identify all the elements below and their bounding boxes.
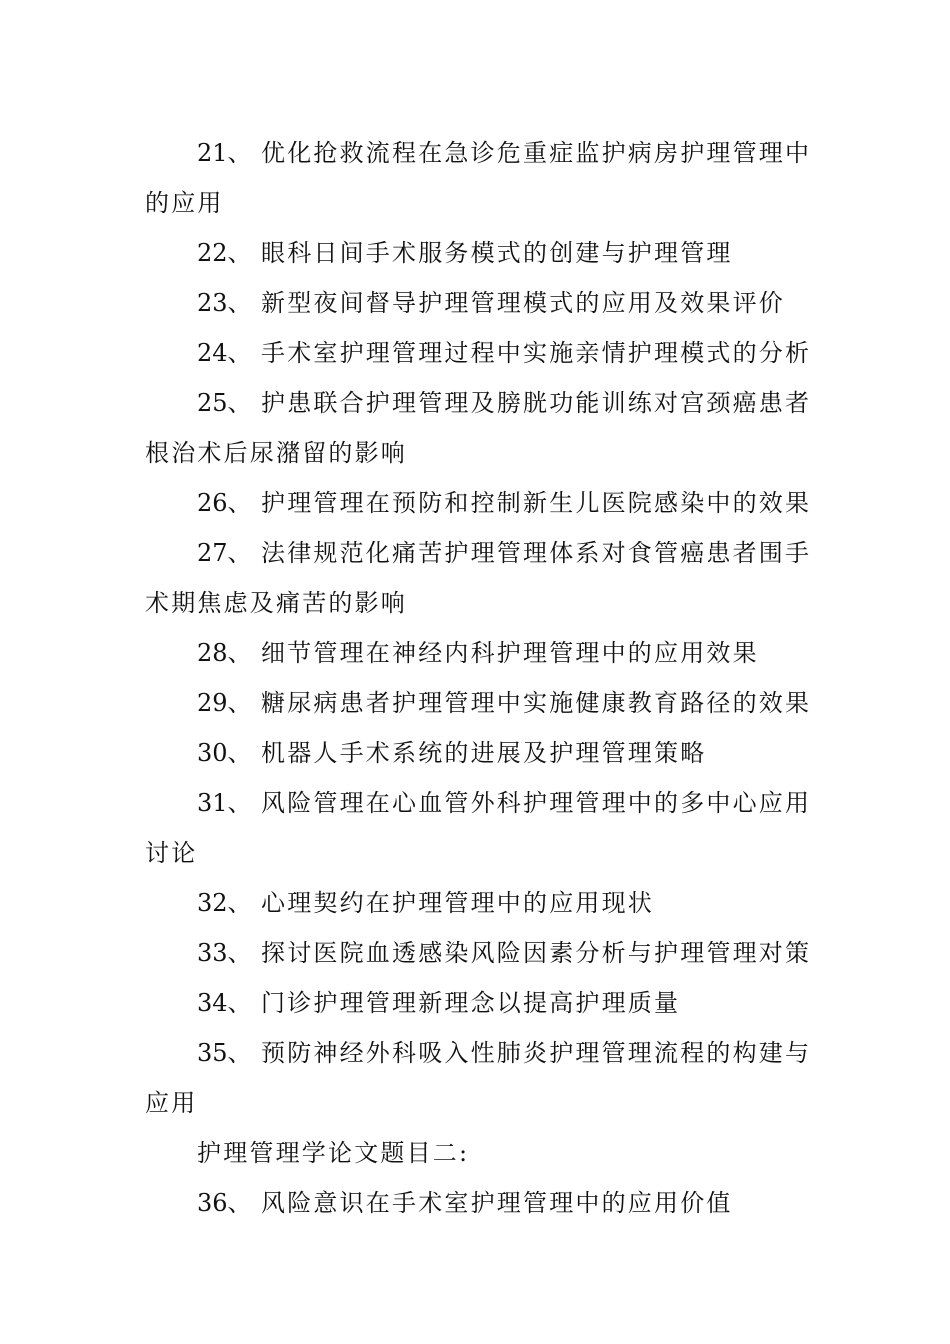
list-item — [145, 678, 812, 728]
item-title: 门诊护理管理新理念以提高护理质量 — [261, 989, 681, 1017]
topic-list — [145, 128, 812, 1228]
item-title: 风险管理在心血管外科护理管理中的多中心应用 — [261, 789, 812, 817]
list-item — [145, 878, 800, 928]
list-item — [145, 278, 800, 328]
item-title: 新型夜间督导护理管理模式的应用及效果评价 — [261, 289, 785, 317]
item-number: 24、 — [197, 339, 252, 367]
list-item — [145, 228, 800, 278]
item-number: 26、 — [197, 489, 252, 517]
item-number: 21、 — [197, 139, 252, 167]
item-number: 34、 — [197, 989, 252, 1017]
item-title: 护患联合护理管理及膀胱功能训练对宫颈癌患者 — [261, 389, 812, 417]
item-title: 糖尿病患者护理管理中实施健康教育路径的效果 — [261, 689, 812, 717]
list-item — [145, 978, 800, 1028]
list-item-continuation: 根治术后尿潴留的影响 — [145, 439, 407, 467]
item-number: 29、 — [197, 689, 252, 717]
item-title: 眼科日间手术服务模式的创建与护理管理 — [261, 239, 733, 267]
item-title: 护理管理在预防和控制新生儿医院感染中的效果 — [261, 489, 812, 517]
list-item — [145, 628, 800, 678]
list-item — [145, 128, 812, 178]
item-title: 预防神经外科吸入性肺炎护理管理流程的构建与 — [261, 1039, 812, 1067]
list-item — [145, 378, 812, 428]
list-item — [145, 478, 812, 528]
item-number: 33、 — [197, 939, 252, 967]
item-title: 优化抢救流程在急诊危重症监护病房护理管理中 — [261, 139, 812, 167]
list-item — [145, 1028, 812, 1078]
section-heading: 护理管理学论文题目二: — [197, 1139, 470, 1167]
list-item — [145, 528, 812, 578]
list-item-continuation: 应用 — [145, 1089, 198, 1117]
item-title: 机器人手术系统的进展及护理管理策略 — [261, 739, 707, 767]
item-number: 25、 — [197, 389, 252, 417]
list-item — [145, 328, 812, 378]
item-title: 细节管理在神经内科护理管理中的应用效果 — [261, 639, 759, 667]
list-item-continuation: 讨论 — [145, 839, 198, 867]
item-number: 22、 — [197, 239, 252, 267]
item-number: 27、 — [197, 539, 252, 567]
item-title: 法律规范化痛苦护理管理体系对食管癌患者围手 — [261, 539, 812, 567]
list-item — [145, 778, 812, 828]
list-item-continuation: 术期焦虑及痛苦的影响 — [145, 589, 407, 617]
list-item — [145, 928, 812, 978]
item-number: 30、 — [197, 739, 252, 767]
item-number: 36、 — [197, 1189, 252, 1217]
list-item — [145, 1178, 800, 1228]
list-item-continuation: 的应用 — [145, 189, 224, 217]
item-title: 探讨医院血透感染风险因素分析与护理管理对策 — [261, 939, 812, 967]
item-number: 23、 — [197, 289, 252, 317]
item-number: 31、 — [197, 789, 252, 817]
item-number: 32、 — [197, 889, 252, 917]
item-title: 手术室护理管理过程中实施亲情护理模式的分析 — [261, 339, 812, 367]
list-item — [145, 728, 800, 778]
item-title: 心理契约在护理管理中的应用现状 — [261, 889, 654, 917]
item-number: 35、 — [197, 1039, 252, 1067]
item-title: 风险意识在手术室护理管理中的应用价值 — [261, 1189, 733, 1217]
item-number: 28、 — [197, 639, 252, 667]
